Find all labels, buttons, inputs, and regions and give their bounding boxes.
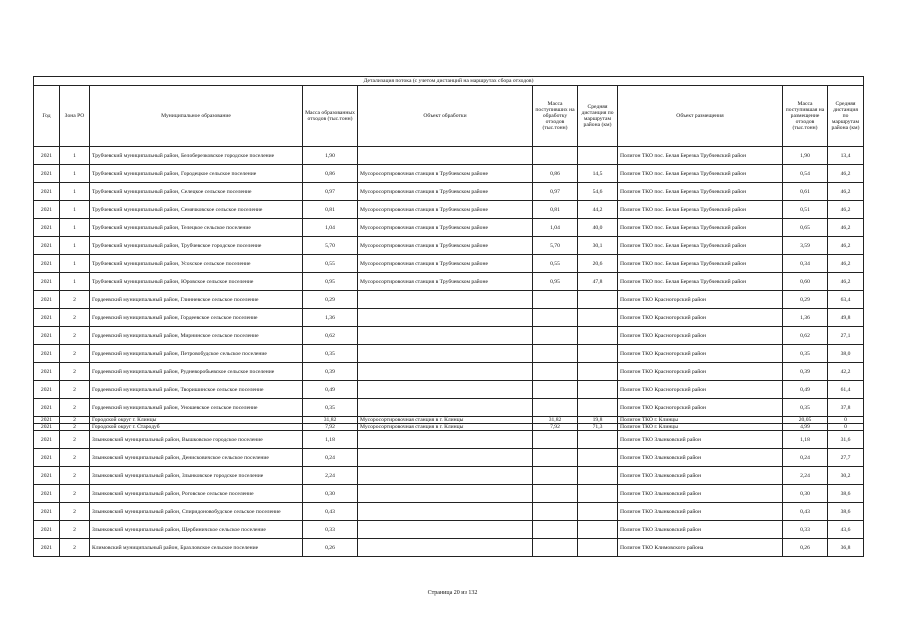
table-row <box>34 201 864 219</box>
cell-placement-object: Полигон ТКО пос. Белая Березка Трубчевский район <box>618 201 783 219</box>
cell-placement-object: Полигон ТКО Злынковский район <box>618 503 783 521</box>
cell-year: 2021 <box>34 327 60 345</box>
cell-year: 2021 <box>34 309 60 327</box>
cell-placement-object: Полигон ТКО пос. Белая Березка Трубчевский район <box>618 255 783 273</box>
cell-avg-distance-2: 46,2 <box>828 237 864 255</box>
cell-mass-to-placement: 0,26 <box>783 539 828 557</box>
cell-avg-distance: 30,1 <box>578 237 618 255</box>
cell-mass-generated: 5,70 <box>303 237 358 255</box>
cell-processing-object <box>358 431 533 449</box>
cell-placement-object: Полигон ТКО Злынковский район <box>618 467 783 485</box>
cell-year: 2021 <box>34 147 60 165</box>
cell-processing-object: Мусоросортировочная станция в Трубчевском районе <box>358 255 533 273</box>
cell-zone: 1 <box>60 183 90 201</box>
cell-year: 2021 <box>34 291 60 309</box>
cell-placement-object: Полигон ТКО Красногорский район <box>618 327 783 345</box>
cell-mass-generated: 0,39 <box>303 363 358 381</box>
cell-avg-distance <box>578 363 618 381</box>
cell-processing-object <box>358 503 533 521</box>
cell-avg-distance: 54,6 <box>578 183 618 201</box>
cell-avg-distance-2: 0 <box>828 424 864 431</box>
cell-mass-to-placement: 0,62 <box>783 327 828 345</box>
cell-mass-to-placement: 0,61 <box>783 183 828 201</box>
cell-avg-distance-2: 38,6 <box>828 503 864 521</box>
cell-mass-to-placement: 0,49 <box>783 381 828 399</box>
cell-year: 2021 <box>34 521 60 539</box>
cell-mass-generated: 0,49 <box>303 381 358 399</box>
cell-processing-object: Мусоросортировочная станция в Трубчевском районе <box>358 183 533 201</box>
cell-municipality: Трубчевский муниципальный район, Трубчевское городское поселение <box>90 237 303 255</box>
table-row <box>34 165 864 183</box>
cell-zone: 2 <box>60 521 90 539</box>
cell-mass-to-processing: 0,95 <box>533 273 578 291</box>
cell-mass-to-placement: 0,54 <box>783 165 828 183</box>
cell-zone: 2 <box>60 467 90 485</box>
header-placement-object: Объект размещения <box>618 86 783 147</box>
cell-processing-object <box>358 539 533 557</box>
cell-zone: 2 <box>60 503 90 521</box>
cell-mass-to-processing <box>533 363 578 381</box>
cell-mass-to-placement: 0,65 <box>783 219 828 237</box>
cell-avg-distance-2: 46,2 <box>828 201 864 219</box>
cell-mass-to-processing <box>533 327 578 345</box>
table-row <box>34 255 864 273</box>
cell-mass-generated: 0,29 <box>303 291 358 309</box>
cell-municipality: Трубчевский муниципальный район, Селецкое сельское поселение <box>90 183 303 201</box>
table-row <box>34 147 864 165</box>
cell-year: 2021 <box>34 201 60 219</box>
cell-year: 2021 <box>34 503 60 521</box>
cell-mass-to-placement: 1,36 <box>783 309 828 327</box>
cell-placement-object: Полигон ТКО Злынковский район <box>618 485 783 503</box>
cell-processing-object <box>358 327 533 345</box>
cell-avg-distance <box>578 309 618 327</box>
cell-processing-object <box>358 291 533 309</box>
header-zone: Зона РО <box>60 86 90 147</box>
cell-year: 2021 <box>34 485 60 503</box>
cell-avg-distance <box>578 399 618 417</box>
cell-avg-distance-2: 37,8 <box>828 399 864 417</box>
cell-mass-to-placement: 3,59 <box>783 237 828 255</box>
table-row <box>34 219 864 237</box>
cell-municipality: Злынковский муниципальный район, Вышковское городское поселение <box>90 431 303 449</box>
cell-avg-distance-2: 43,6 <box>828 521 864 539</box>
header-mass-to-processing: Масса поступивших на обработку отходов (тыс.тонн) <box>533 86 578 147</box>
cell-municipality: Трубчевский муниципальный район, Белоберезковское городское поселение <box>90 147 303 165</box>
cell-placement-object: Полигон ТКО пос. Белая Березка Трубчевский район <box>618 165 783 183</box>
cell-mass-to-placement: 0,33 <box>783 521 828 539</box>
cell-zone: 2 <box>60 417 90 424</box>
cell-mass-generated: 0,26 <box>303 539 358 557</box>
cell-mass-to-processing <box>533 309 578 327</box>
cell-year: 2021 <box>34 449 60 467</box>
cell-mass-generated: 0,95 <box>303 273 358 291</box>
cell-avg-distance-2: 13,4 <box>828 147 864 165</box>
cell-mass-to-placement: 0,51 <box>783 201 828 219</box>
cell-processing-object <box>358 521 533 539</box>
cell-mass-generated: 0,33 <box>303 521 358 539</box>
cell-year: 2021 <box>34 363 60 381</box>
table-header-row <box>34 86 864 147</box>
cell-avg-distance-2: 27,7 <box>828 449 864 467</box>
cell-placement-object: Полигон ТКО Климовского района <box>618 539 783 557</box>
cell-year: 2021 <box>34 219 60 237</box>
cell-mass-generated: 1,36 <box>303 309 358 327</box>
table-row <box>34 381 864 399</box>
cell-avg-distance <box>578 381 618 399</box>
table-row <box>34 485 864 503</box>
cell-placement-object: Полигон ТКО пос. Белая Березка Трубчевский район <box>618 219 783 237</box>
cell-placement-object: Полигон ТКО Красногорский район <box>618 381 783 399</box>
cell-processing-object: Мусоросортировочная станция в Трубчевском районе <box>358 219 533 237</box>
cell-mass-to-placement: 0,35 <box>783 345 828 363</box>
cell-avg-distance-2: 61,4 <box>828 381 864 399</box>
cell-zone: 2 <box>60 381 90 399</box>
cell-avg-distance-2: 46,2 <box>828 255 864 273</box>
cell-zone: 2 <box>60 363 90 381</box>
table-row <box>34 291 864 309</box>
cell-avg-distance-2: 63,4 <box>828 291 864 309</box>
cell-municipality: Злынковский муниципальный район, Щербиничское сельское поселение <box>90 521 303 539</box>
cell-municipality: Трубчевский муниципальный район, Городецкое сельское поселение <box>90 165 303 183</box>
cell-zone: 2 <box>60 449 90 467</box>
cell-placement-object: Полигон ТКО г. Клинцы <box>618 417 783 424</box>
cell-mass-generated: 2,24 <box>303 467 358 485</box>
cell-municipality: Трубчевский муниципальный район, Семячковское сельское поселение <box>90 201 303 219</box>
cell-processing-object <box>358 147 533 165</box>
cell-municipality: Городской округ г. Клинцы <box>90 417 303 424</box>
cell-avg-distance: 44,2 <box>578 201 618 219</box>
cell-municipality: Злынковский муниципальный район, Злынковское городское поселение <box>90 467 303 485</box>
cell-mass-to-processing: 1,04 <box>533 219 578 237</box>
cell-mass-to-placement: 1,90 <box>783 147 828 165</box>
cell-mass-generated: 0,86 <box>303 165 358 183</box>
cell-avg-distance-2: 38,0 <box>828 345 864 363</box>
cell-avg-distance-2: 38,6 <box>828 485 864 503</box>
cell-avg-distance-2: 42,2 <box>828 363 864 381</box>
cell-zone: 2 <box>60 309 90 327</box>
cell-mass-to-placement: 2,24 <box>783 467 828 485</box>
cell-year: 2021 <box>34 399 60 417</box>
table-row <box>34 309 864 327</box>
cell-processing-object <box>358 449 533 467</box>
cell-placement-object: Полигон ТКО Красногорский район <box>618 399 783 417</box>
table-row <box>34 539 864 557</box>
cell-avg-distance <box>578 503 618 521</box>
cell-mass-to-processing <box>533 345 578 363</box>
cell-mass-to-processing <box>533 381 578 399</box>
cell-municipality: Городской округ г. Стародуб <box>90 424 303 431</box>
cell-zone: 2 <box>60 431 90 449</box>
cell-municipality: Гордеевский муниципальный район, Мирнинское сельское поселение <box>90 327 303 345</box>
cell-avg-distance: 20,6 <box>578 255 618 273</box>
cell-placement-object: Полигон ТКО Красногорский район <box>618 345 783 363</box>
cell-processing-object: Мусоросортировочная станция в Трубчевском районе <box>358 165 533 183</box>
cell-avg-distance <box>578 431 618 449</box>
table-row <box>34 424 864 431</box>
cell-zone: 1 <box>60 273 90 291</box>
cell-mass-generated: 0,97 <box>303 183 358 201</box>
cell-municipality: Климовский муниципальный район, Брахловское сельское поселение <box>90 539 303 557</box>
cell-municipality: Гордеевский муниципальный район, Рудневоробьевское сельское поселение <box>90 363 303 381</box>
cell-zone: 1 <box>60 165 90 183</box>
table-caption: Детализация потока (с учетом дистанций на маршрутах сбора отходов) <box>34 77 864 86</box>
cell-avg-distance <box>578 291 618 309</box>
cell-mass-to-processing <box>533 485 578 503</box>
header-processing-object: Объект обработки <box>358 86 533 147</box>
table-row <box>34 417 864 424</box>
cell-mass-generated: 31,82 <box>303 417 358 424</box>
header-avg-distance-2: Средняя дистанция по маршрутам района (км) <box>828 86 864 147</box>
cell-processing-object <box>358 485 533 503</box>
cell-processing-object: Мусоросортировочная станция в г. Клинцы <box>358 424 533 431</box>
cell-processing-object <box>358 309 533 327</box>
cell-mass-to-placement: 0,29 <box>783 291 828 309</box>
cell-avg-distance <box>578 539 618 557</box>
cell-zone: 2 <box>60 424 90 431</box>
cell-placement-object: Полигон ТКО Злынковский район <box>618 449 783 467</box>
cell-municipality: Трубчевский муниципальный район, Усохское сельское поселение <box>90 255 303 273</box>
table-row <box>34 345 864 363</box>
table-row <box>34 327 864 345</box>
header-avg-distance: Средняя дистанция по маршрутам района (км) <box>578 86 618 147</box>
cell-mass-generated: 0,55 <box>303 255 358 273</box>
cell-avg-distance-2: 46,2 <box>828 273 864 291</box>
cell-avg-distance <box>578 147 618 165</box>
cell-mass-to-processing: 7,92 <box>533 424 578 431</box>
cell-avg-distance <box>578 345 618 363</box>
cell-mass-to-processing <box>533 539 578 557</box>
cell-processing-object: Мусоросортировочная станция в Трубчевском районе <box>358 273 533 291</box>
cell-mass-to-processing <box>533 521 578 539</box>
cell-placement-object: Полигон ТКО Злынковский район <box>618 431 783 449</box>
cell-year: 2021 <box>34 237 60 255</box>
cell-municipality: Злынковский муниципальный район, Денисковичское сельское поселение <box>90 449 303 467</box>
cell-mass-to-placement: 4,99 <box>783 424 828 431</box>
cell-zone: 2 <box>60 539 90 557</box>
cell-avg-distance-2: 31,6 <box>828 431 864 449</box>
cell-placement-object: Полигон ТКО пос. Белая Березка Трубчевский район <box>618 237 783 255</box>
table-row <box>34 521 864 539</box>
cell-placement-object: Полигон ТКО пос. Белая Березка Трубчевский район <box>618 273 783 291</box>
table-row <box>34 449 864 467</box>
cell-mass-generated: 1,04 <box>303 219 358 237</box>
waste-flow-table <box>33 76 864 557</box>
cell-mass-to-processing: 0,81 <box>533 201 578 219</box>
cell-mass-to-processing <box>533 503 578 521</box>
cell-avg-distance: 47,8 <box>578 273 618 291</box>
cell-zone: 2 <box>60 327 90 345</box>
cell-avg-distance-2: 46,2 <box>828 183 864 201</box>
cell-mass-to-processing: 5,70 <box>533 237 578 255</box>
cell-mass-to-processing: 0,55 <box>533 255 578 273</box>
cell-mass-generated: 0,30 <box>303 485 358 503</box>
cell-processing-object <box>358 467 533 485</box>
cell-zone: 2 <box>60 485 90 503</box>
table-caption-row <box>34 77 864 86</box>
cell-mass-generated: 0,24 <box>303 449 358 467</box>
cell-year: 2021 <box>34 417 60 424</box>
cell-avg-distance <box>578 449 618 467</box>
cell-avg-distance <box>578 521 618 539</box>
cell-zone: 2 <box>60 399 90 417</box>
cell-municipality: Злынковский муниципальный район, Роговское сельское поселение <box>90 485 303 503</box>
cell-mass-generated: 1,90 <box>303 147 358 165</box>
cell-placement-object: Полигон ТКО г. Клинцы <box>618 424 783 431</box>
cell-mass-to-processing <box>533 449 578 467</box>
table-row <box>34 273 864 291</box>
cell-placement-object: Полигон ТКО Красногорский район <box>618 309 783 327</box>
cell-mass-to-placement: 0,24 <box>783 449 828 467</box>
cell-processing-object: Мусоросортировочная станция в г. Клинцы <box>358 417 533 424</box>
cell-processing-object <box>358 381 533 399</box>
cell-avg-distance: 19,8 <box>578 417 618 424</box>
cell-avg-distance <box>578 467 618 485</box>
cell-avg-distance-2: 36,8 <box>828 539 864 557</box>
cell-municipality: Трубчевский муниципальный район, Юровское сельское поселение <box>90 273 303 291</box>
cell-placement-object: Полигон ТКО Злынковский район <box>618 521 783 539</box>
header-mass-generated: Масса образованных отходов (тыс.тонн) <box>303 86 358 147</box>
cell-municipality: Трубчевский муниципальный район, Телецкое сельское поселение <box>90 219 303 237</box>
header-year: Год <box>34 86 60 147</box>
cell-mass-to-processing <box>533 467 578 485</box>
cell-municipality: Гордеевский муниципальный район, Петровобудское сельское поселение <box>90 345 303 363</box>
cell-placement-object: Полигон ТКО пос. Белая Березка Трубчевский район <box>618 147 783 165</box>
table-row <box>34 183 864 201</box>
cell-processing-object: Мусоросортировочная станция в Трубчевском районе <box>358 237 533 255</box>
header-municipality: Муниципальное образование <box>90 86 303 147</box>
cell-avg-distance-2: 27,1 <box>828 327 864 345</box>
cell-mass-to-placement: 0,43 <box>783 503 828 521</box>
cell-avg-distance-2: 46,2 <box>828 165 864 183</box>
cell-avg-distance: 14,5 <box>578 165 618 183</box>
cell-zone: 1 <box>60 219 90 237</box>
cell-avg-distance: 71,3 <box>578 424 618 431</box>
table-row <box>34 467 864 485</box>
page-number: Страница 20 из 132 <box>427 590 478 596</box>
cell-processing-object <box>358 345 533 363</box>
cell-mass-to-placement: 0,34 <box>783 255 828 273</box>
table-row <box>34 431 864 449</box>
cell-year: 2021 <box>34 431 60 449</box>
cell-mass-to-processing: 0,97 <box>533 183 578 201</box>
cell-mass-to-processing: 31,82 <box>533 417 578 424</box>
cell-zone: 1 <box>60 255 90 273</box>
cell-year: 2021 <box>34 255 60 273</box>
cell-year: 2021 <box>34 467 60 485</box>
cell-mass-generated: 0,35 <box>303 345 358 363</box>
cell-year: 2021 <box>34 345 60 363</box>
cell-mass-to-processing: 0,86 <box>533 165 578 183</box>
cell-mass-to-processing <box>533 431 578 449</box>
cell-year: 2021 <box>34 424 60 431</box>
cell-processing-object <box>358 399 533 417</box>
cell-municipality: Гордеевский муниципальный район, Творишинское сельское поселение <box>90 381 303 399</box>
cell-mass-generated: 1,18 <box>303 431 358 449</box>
cell-mass-generated: 0,62 <box>303 327 358 345</box>
cell-processing-object: Мусоросортировочная станция в Трубчевском районе <box>358 201 533 219</box>
cell-municipality: Злынковский муниципальный район, Спиридоновобудское сельское поселение <box>90 503 303 521</box>
table-row <box>34 503 864 521</box>
cell-mass-to-placement: 20,05 <box>783 417 828 424</box>
cell-mass-to-placement: 0,30 <box>783 485 828 503</box>
cell-avg-distance <box>578 485 618 503</box>
cell-placement-object: Полигон ТКО Красногорский район <box>618 291 783 309</box>
cell-avg-distance-2: 0 <box>828 417 864 424</box>
cell-mass-to-placement: 1,18 <box>783 431 828 449</box>
cell-mass-to-processing <box>533 147 578 165</box>
table-row <box>34 237 864 255</box>
cell-year: 2021 <box>34 183 60 201</box>
cell-mass-generated: 7,92 <box>303 424 358 431</box>
cell-zone: 1 <box>60 237 90 255</box>
cell-mass-generated: 0,35 <box>303 399 358 417</box>
cell-placement-object: Полигон ТКО Красногорский район <box>618 363 783 381</box>
cell-avg-distance-2: 49,8 <box>828 309 864 327</box>
cell-placement-object: Полигон ТКО пос. Белая Березка Трубчевский район <box>618 183 783 201</box>
cell-avg-distance-2: 46,2 <box>828 219 864 237</box>
cell-municipality: Гордеевский муниципальный район, Глинневское сельское поселение <box>90 291 303 309</box>
cell-year: 2021 <box>34 381 60 399</box>
cell-zone: 2 <box>60 345 90 363</box>
cell-zone: 1 <box>60 147 90 165</box>
header-mass-to-placement: Масса поступившая на размещение отходов (тыс.тонн) <box>783 86 828 147</box>
cell-processing-object <box>358 363 533 381</box>
cell-mass-to-processing <box>533 399 578 417</box>
cell-zone: 1 <box>60 201 90 219</box>
table-row <box>34 363 864 381</box>
cell-mass-to-processing <box>533 291 578 309</box>
cell-mass-to-placement: 0,35 <box>783 399 828 417</box>
cell-zone: 2 <box>60 291 90 309</box>
cell-mass-to-placement: 0,39 <box>783 363 828 381</box>
cell-mass-generated: 0,81 <box>303 201 358 219</box>
cell-avg-distance: 40,0 <box>578 219 618 237</box>
cell-year: 2021 <box>34 165 60 183</box>
cell-mass-generated: 0,43 <box>303 503 358 521</box>
cell-municipality: Гордеевский муниципальный район, Уношевское сельское поселение <box>90 399 303 417</box>
cell-mass-to-placement: 0,60 <box>783 273 828 291</box>
cell-year: 2021 <box>34 273 60 291</box>
cell-municipality: Гордеевский муниципальный район, Гордеевское сельское поселение <box>90 309 303 327</box>
table-row <box>34 399 864 417</box>
cell-avg-distance-2: 30,2 <box>828 467 864 485</box>
cell-avg-distance <box>578 327 618 345</box>
cell-year: 2021 <box>34 539 60 557</box>
